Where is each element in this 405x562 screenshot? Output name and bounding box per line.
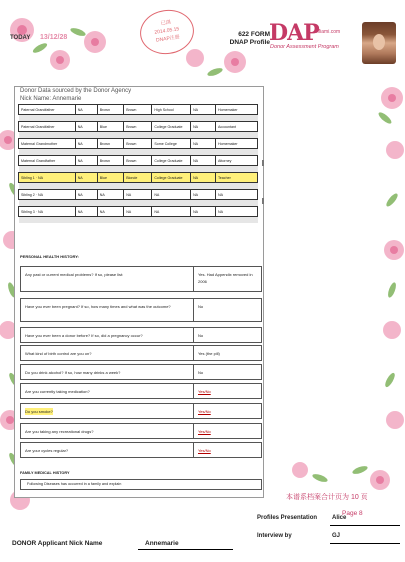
question-text: Do you smoke?: [25, 409, 53, 414]
brand-logo: DAP: [269, 20, 319, 46]
form-id-line: 622 FORM: [238, 31, 270, 38]
table-cell: NA: [191, 207, 216, 217]
question-row: [20, 403, 262, 419]
table-cell: Maternal Grandfather: [19, 156, 76, 166]
page-number: Page 8: [342, 510, 363, 517]
table-cell: NA: [124, 207, 152, 217]
table-row: [19, 122, 258, 132]
table-row-spacer: [19, 115, 258, 122]
donor-nickname-value: Annemarie: [145, 540, 179, 547]
table-cell: Brown: [124, 105, 152, 115]
signature-line: [138, 549, 233, 550]
table-cell: Brown: [124, 139, 152, 149]
column-divider: [193, 443, 194, 457]
answer-text: No: [198, 333, 204, 338]
table-spacer-cell: [19, 115, 258, 122]
form-id: [218, 31, 270, 47]
table-cell: Some College: [152, 139, 191, 149]
signature-line: [330, 525, 400, 526]
stamp-line: DNAP注册: [155, 34, 181, 44]
column-divider: [193, 346, 194, 360]
form-id-line: DNAP Profile: [229, 39, 270, 46]
table-cell: Brown: [124, 156, 152, 166]
column-divider: [193, 328, 194, 342]
table-spacer-cell: [19, 149, 258, 156]
table-cell: Paternal Grandfather: [19, 122, 76, 132]
donor-nickname-label: DONOR Applicant Nick Name: [12, 540, 103, 547]
profiles-label: Profiles Presentation: [257, 515, 318, 521]
table-cell: NA: [75, 156, 97, 166]
table-cell: Paternal Grandfather: [19, 105, 76, 115]
table-cell: Brown: [124, 122, 152, 132]
table-cell: Homemaker: [216, 139, 258, 149]
question-text: Are you currently taking medication?: [25, 389, 90, 394]
question-row: [20, 298, 262, 322]
table-row: [19, 105, 258, 115]
table-cell: College Graduate: [152, 173, 191, 183]
answer-text: Yes/No: [198, 429, 211, 434]
page-count-note: 本谱系档案合计页为 10 页: [286, 494, 368, 501]
column-divider: [193, 424, 194, 438]
table-row-spacer: [19, 217, 258, 224]
question-row: [20, 345, 262, 361]
question-text: Have you ever been a donor before? If so, did a pregnancy occur?: [25, 333, 143, 338]
source-note-line: Donor Data sourced by the Donor Agency: [20, 88, 132, 94]
table-cell: NA: [152, 207, 191, 217]
family-medical-title: FAMILY MEDICAL HISTORY: [20, 471, 70, 475]
answer-text: No: [198, 370, 204, 375]
answer-text: Yes/No: [198, 389, 211, 394]
profiles-value: Alice: [332, 515, 347, 521]
table-cell: Blue: [97, 173, 123, 183]
table-row-spacer: [19, 149, 258, 156]
column-divider: [193, 299, 194, 321]
brand-site: Miami.com: [316, 29, 341, 35]
family-medical-row-text: Following Diseases has occurred in a family and explain: [27, 482, 122, 486]
table-cell: NA: [191, 122, 216, 132]
answer-text: Yes. Had Appendix removed in 2006: [198, 272, 253, 284]
table-cell: Brown: [97, 139, 123, 149]
table-cell: Brown: [97, 156, 123, 166]
table-cell: Sibling 3 · NA: [19, 207, 76, 217]
signature-line: [330, 543, 400, 544]
question-row: [20, 364, 262, 380]
question-text: Do you drink alcohol? If so, how many drinks a week?: [25, 370, 121, 375]
stamp-line: 2014.05.15: [154, 26, 180, 36]
table-cell: Sibling 2 · NA: [19, 190, 76, 200]
source-note: [20, 88, 131, 103]
question-text: Any past or current medical problems? If so, please list:: [25, 272, 124, 277]
table-cell: Brown: [97, 105, 123, 115]
table-cell: NA: [191, 139, 216, 149]
column-divider: [193, 384, 194, 398]
table-cell: NA: [216, 190, 258, 200]
table-row: [19, 173, 258, 183]
table-cell: Blue: [97, 122, 123, 132]
source-note-nickname: Nick Name: Annemarie: [20, 95, 82, 102]
table-cell: NA: [75, 105, 97, 115]
question-text: What kind of birth control are you on?: [25, 351, 92, 356]
stamp-line: 已浏: [160, 19, 172, 27]
table-spacer-cell: [19, 183, 258, 190]
table-cell: NA: [75, 173, 97, 183]
table-spacer-cell: [19, 166, 258, 173]
table-row: [19, 156, 258, 166]
answer-text: Yes/No: [198, 448, 211, 453]
table-cell: NA: [97, 207, 123, 217]
table-cell: Homemaker: [216, 105, 258, 115]
table-cell: College Graduate: [152, 156, 191, 166]
personal-health-title: PERSONAL HEALTH HISTORY:: [20, 254, 79, 259]
table-cell: NA: [191, 105, 216, 115]
question-row: [20, 383, 262, 399]
table-row: [19, 207, 258, 217]
table-cell: Accountant: [216, 122, 258, 132]
table-cell: NA: [152, 190, 191, 200]
question-row: [20, 442, 262, 458]
today-date: 13/12/28: [40, 34, 68, 41]
table-spacer-cell: [19, 132, 258, 139]
table-cell: High School: [152, 105, 191, 115]
table-cell: College Graduate: [152, 122, 191, 132]
table-row-spacer: [19, 183, 258, 190]
table-row: [19, 139, 258, 149]
answer-text: Yes (the pill): [198, 351, 220, 356]
question-row: [20, 327, 262, 343]
table-cell: NA: [124, 190, 152, 200]
family-table: [18, 104, 258, 223]
table-cell: NA: [75, 207, 97, 217]
table-cell: NA: [191, 173, 216, 183]
question-row: [20, 266, 262, 292]
table-cell: Teacher: [216, 173, 258, 183]
family-medical-row: [20, 479, 262, 490]
answer-text: Yes/No: [198, 409, 211, 414]
table-row: [19, 190, 258, 200]
table-cell: NA: [75, 122, 97, 132]
brand-subtitle: Donor Assessment Program: [270, 44, 339, 50]
table-cell: Sibling 1 · NA: [19, 173, 76, 183]
today-label: TODAY: [10, 35, 31, 41]
table-cell: Maternal Grandmother: [19, 139, 76, 149]
question-text: Have you ever been pregnant? If so, how many times and what was the outcome?: [25, 304, 171, 309]
question-text: Are you taking any recreational drugs?: [25, 429, 94, 434]
table-row-spacer: [19, 166, 258, 173]
table-spacer-cell: [19, 217, 258, 224]
table-cell: NA: [191, 156, 216, 166]
table-row-spacer: [19, 200, 258, 207]
table-cell: NA: [75, 190, 97, 200]
table-cell: Blonde: [124, 173, 152, 183]
table-cell: Attorney: [216, 156, 258, 166]
donor-photo: [362, 22, 396, 64]
scroll-handle[interactable]: [262, 160, 264, 166]
interview-value: GJ: [332, 533, 341, 539]
interview-label: Interview by: [257, 533, 292, 539]
column-divider: [193, 365, 194, 379]
question-row: [20, 423, 262, 439]
column-divider: [193, 404, 194, 418]
column-divider: [193, 267, 194, 291]
table-row-spacer: [19, 132, 258, 139]
table-cell: NA: [216, 207, 258, 217]
answer-text: No: [198, 304, 204, 309]
scroll-handle[interactable]: [262, 198, 264, 204]
table-cell: NA: [191, 190, 216, 200]
table-spacer-cell: [19, 200, 258, 207]
question-text: Are your cycles regular?: [25, 448, 69, 453]
table-cell: NA: [75, 139, 97, 149]
table-cell: NA: [97, 190, 123, 200]
